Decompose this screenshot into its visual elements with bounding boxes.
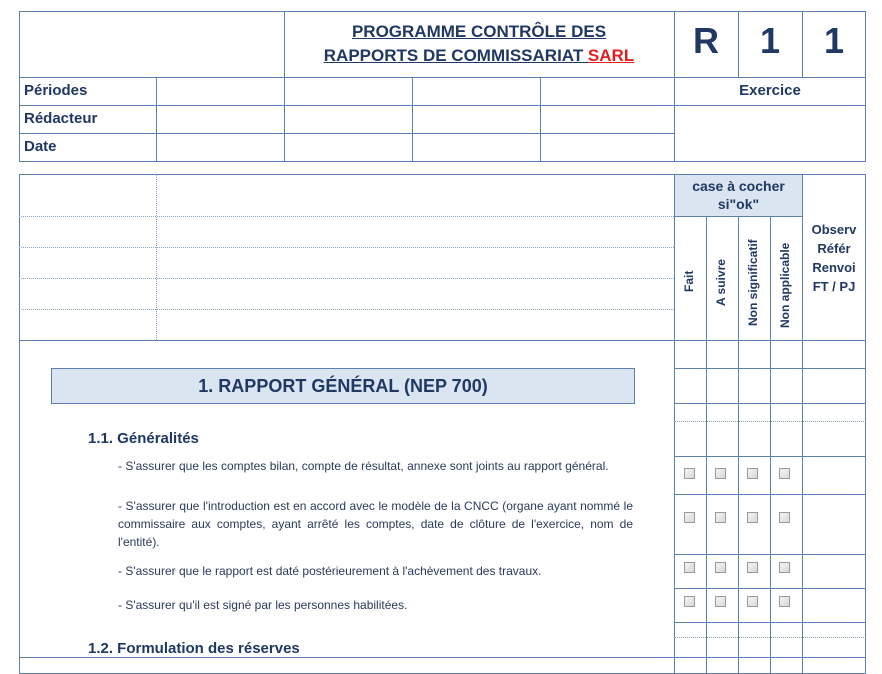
checkbox[interactable]	[747, 562, 758, 573]
section-title: 1. RAPPORT GÉNÉRAL (NEP 700)	[51, 368, 635, 404]
checkbox-group-label: case à cocher si"ok"	[692, 178, 785, 212]
checkbox[interactable]	[747, 468, 758, 479]
code-digit-1: 1	[759, 20, 781, 61]
checkbox[interactable]	[779, 512, 790, 523]
checkbox[interactable]	[779, 562, 790, 573]
checkbox[interactable]	[715, 562, 726, 573]
info-label-redacteur: Rédacteur	[24, 110, 98, 127]
info-label-periodes: Périodes	[24, 82, 88, 99]
checkbox[interactable]	[684, 512, 695, 523]
checkbox[interactable]	[747, 512, 758, 523]
subsection-title: 1.2. Formulation des réserves	[88, 640, 300, 657]
checkbox[interactable]	[715, 468, 726, 479]
checklist-item-4: - S'assurer qu'il est signé par les personnes habilitées.	[118, 598, 408, 612]
document-title: PROGRAMME CONTRÔLE DES RAPPORTS DE COMMISSARIAT SARL	[323, 22, 635, 65]
checkbox[interactable]	[684, 562, 695, 573]
checklist-item-2: - S'assurer que l'introduction est en accord avec le modèle de la CNCC (organe ayant nommé le commissaire aux comptes, ayant arrêté les comptes, date de clôture de l'exercice, nom de l'entité).	[118, 499, 633, 549]
checklist-item-3: - S'assurer que le rapport est daté postérieurement à l'achèvement des travaux.	[118, 564, 542, 578]
checklist-item-1: - S'assurer que les comptes bilan, compte de résultat, annexe sont joints au rapport général.	[118, 459, 609, 473]
info-label-date: Date	[24, 138, 57, 155]
observations-header: Observ Référ Renvoi FT / PJ	[811, 222, 857, 294]
column-non-significatif: Non significatif	[746, 239, 760, 326]
code-letter: R	[693, 20, 719, 61]
subsection-title: 1.1. Généralités	[88, 430, 199, 447]
checkbox[interactable]	[779, 596, 790, 607]
title-highlight: SARL	[587, 46, 635, 65]
column-non-applicable: Non applicable	[778, 242, 792, 328]
column-fait: Fait	[682, 270, 696, 292]
checkbox[interactable]	[684, 468, 695, 479]
checkbox[interactable]	[747, 596, 758, 607]
checkbox[interactable]	[715, 596, 726, 607]
column-a-suivre: A suivre	[714, 259, 728, 306]
checkbox[interactable]	[779, 468, 790, 479]
code-digit-2: 1	[823, 20, 845, 61]
checkbox[interactable]	[684, 596, 695, 607]
checkbox[interactable]	[715, 512, 726, 523]
exercise-label: Exercice	[739, 82, 801, 99]
